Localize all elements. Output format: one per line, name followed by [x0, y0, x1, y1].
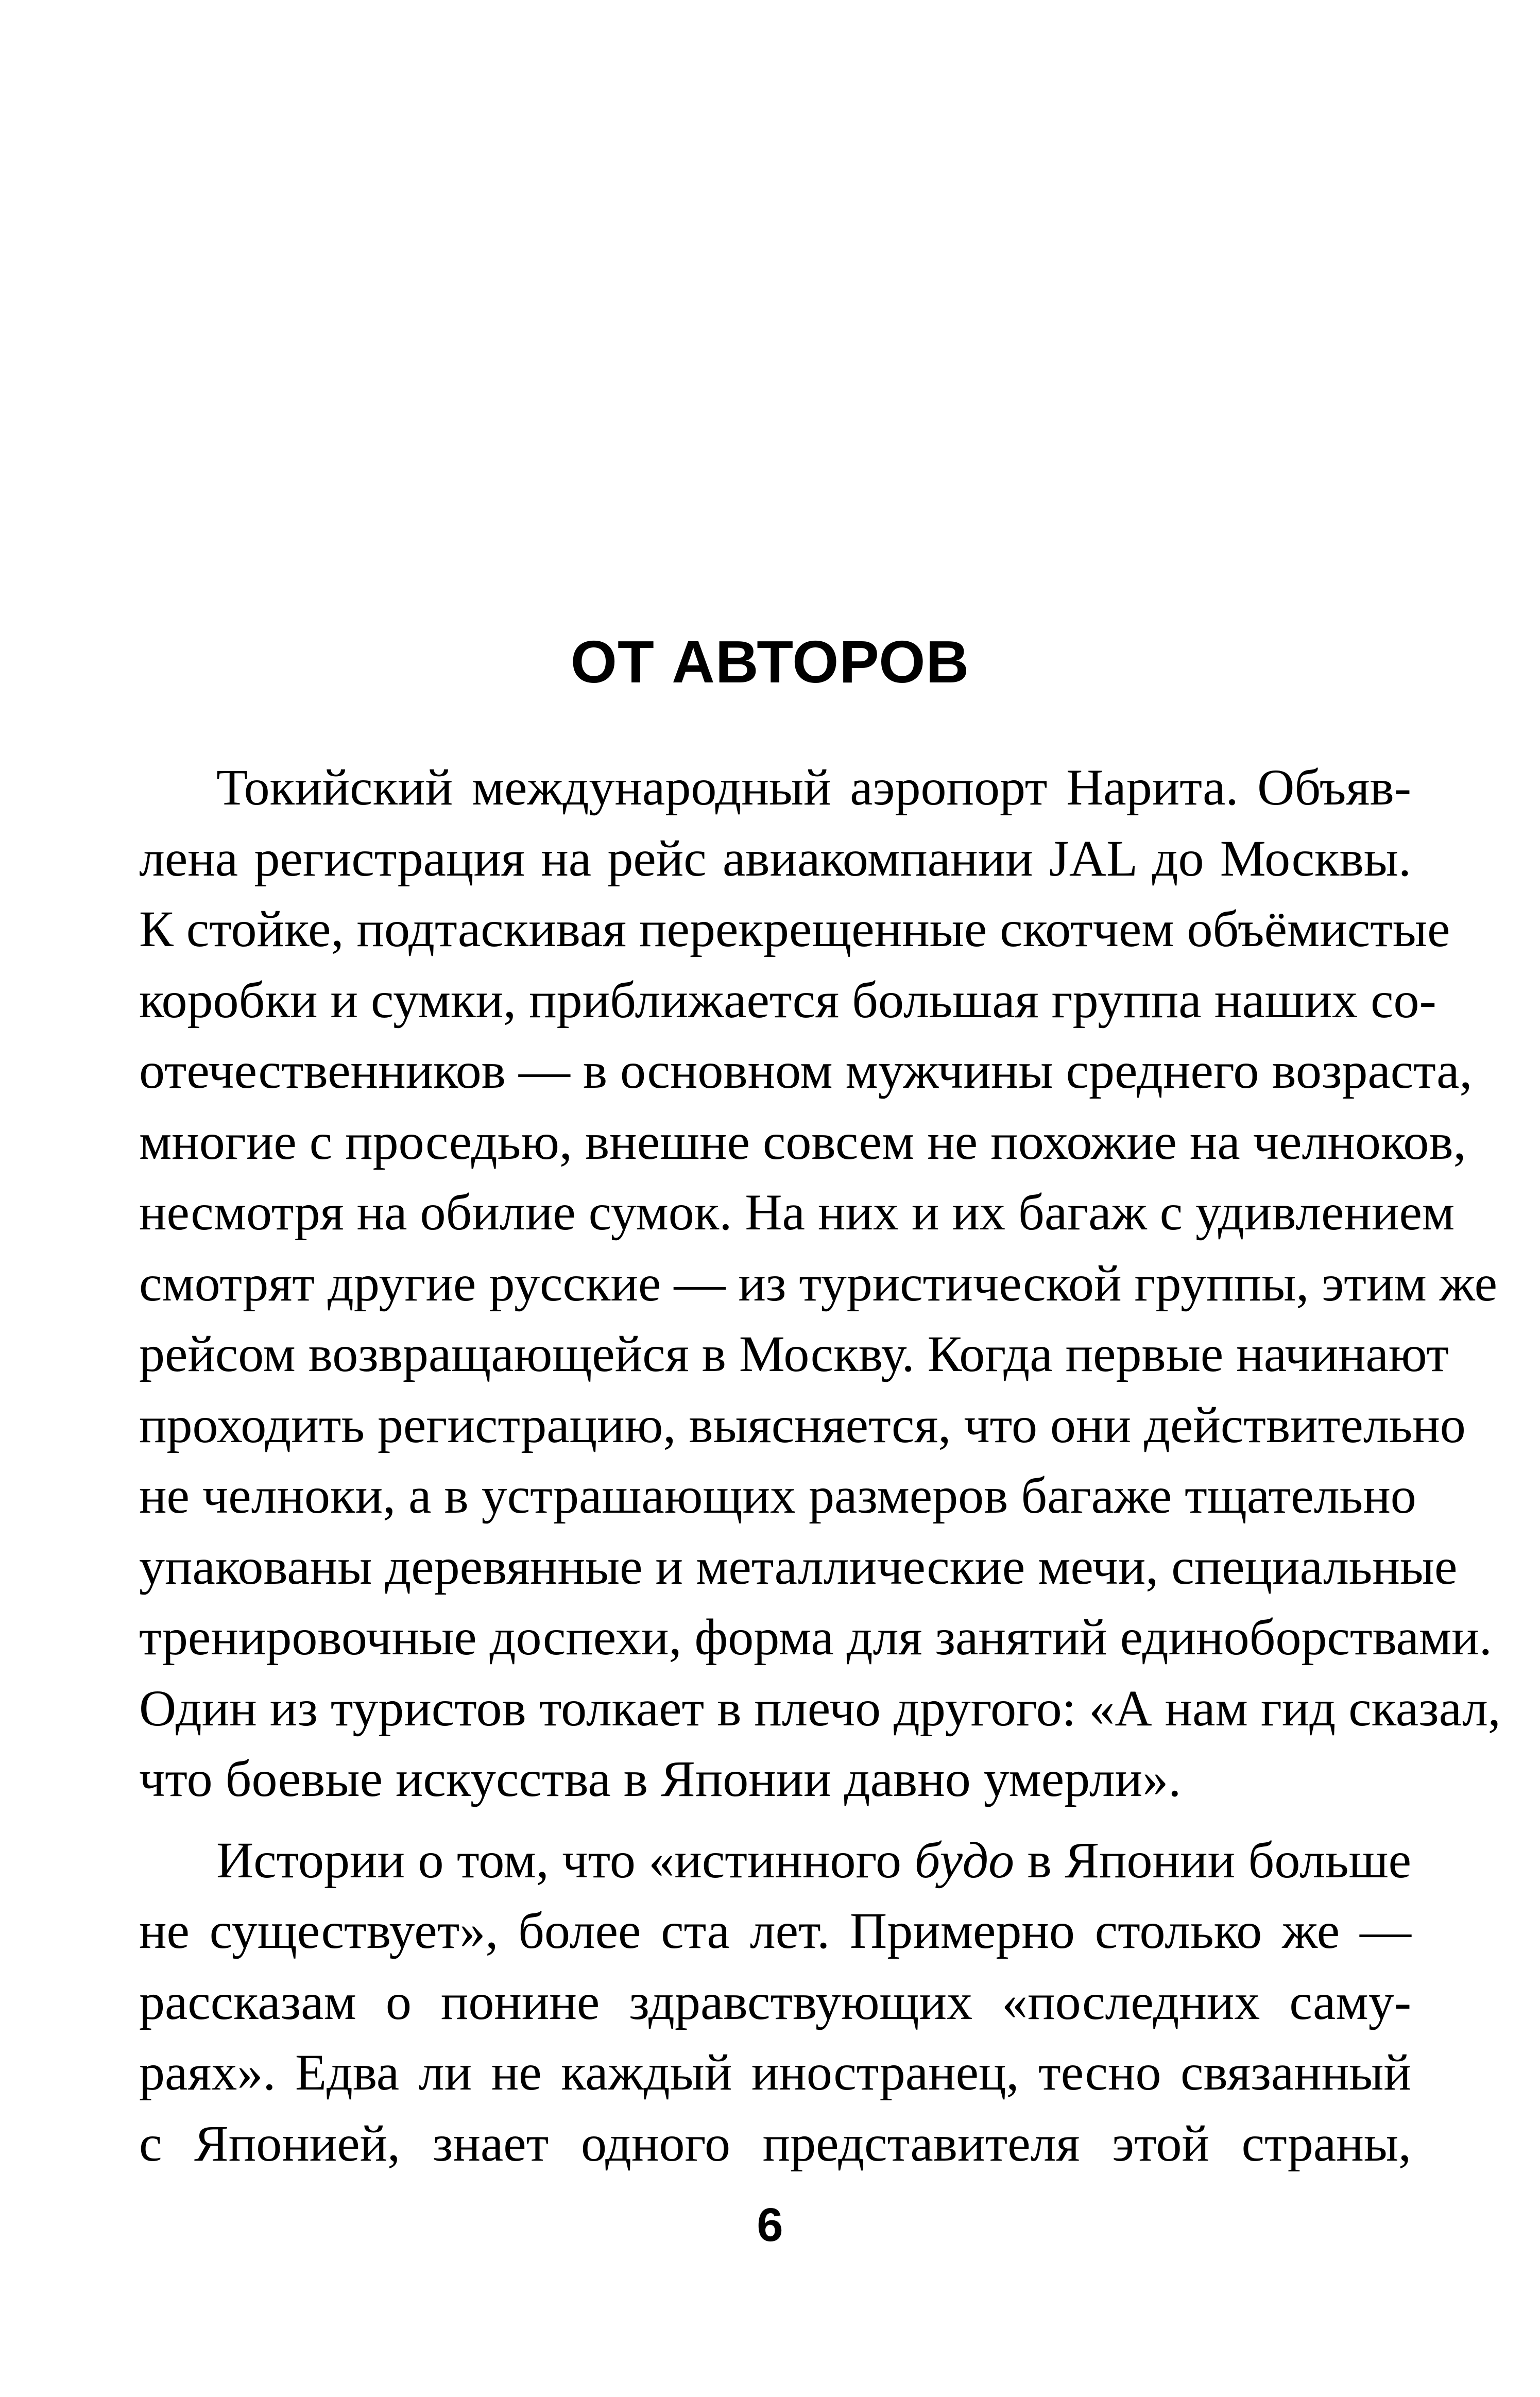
text-line: рейсом возвращающейся в Москву. Когда первые начинают: [139, 1325, 1449, 1382]
text-line: проходить регистрацию, выясняется, что они действительно: [139, 1396, 1466, 1453]
text-line: смотрят другие русские — из туристической группы, этим же: [139, 1254, 1497, 1312]
text-line: рассказам о понине здравствующих «последних саму-: [139, 1973, 1411, 2030]
text-line: лена регистрация на рейс авиакомпании JAL до Москвы.: [139, 829, 1411, 887]
text-segment: в Японии больше: [1014, 1831, 1412, 1889]
body-text: [139, 752, 1501, 2179]
text-line: упакованы деревянные и металлические мечи, специальные: [139, 1537, 1458, 1595]
chapter-heading: ОТ АВТОРОВ: [570, 628, 970, 695]
text-line: К стойке, подтаскивая перекрещенные скотчем объёмистые: [139, 900, 1450, 957]
text-line: тренировочные доспехи, форма для занятий единоборствами.: [139, 1608, 1492, 1666]
text-line: не существует», более ста лет. Примерно столько же —: [139, 1902, 1411, 1959]
paragraph-spacer: [139, 1814, 1411, 1825]
text-line: многие с проседью, внешне совсем не похожие на челноков,: [139, 1112, 1466, 1170]
text-line: коробки и сумки, приближается большая группа наших со-: [139, 971, 1436, 1029]
text-line: [139, 1825, 1411, 1896]
text-line: несмотря на обилие сумок. На них и их багаж с удивлением: [139, 1184, 1455, 1241]
text-segment: Истории о том, что «истинного: [216, 1831, 915, 1889]
text-line: Токийский международный аэропорт Нарита. Объяв-: [216, 759, 1411, 816]
text-line: раях». Едва ли не каждый иностранец, тесно связанный: [139, 2044, 1411, 2101]
text-line: Один из туристов толкает в плечо другого: «А нам гид сказал,: [139, 1679, 1501, 1737]
text-line: с Японией, знает одного представителя этой страны,: [139, 2114, 1411, 2172]
text-line: не челноки, а в устрашающих размеров багаже тщательно: [139, 1467, 1416, 1524]
page-number: 6: [757, 2199, 783, 2251]
text-line: отечественников — в основном мужчины среднего возраста,: [139, 1042, 1473, 1099]
italic-term: будо: [914, 1831, 1015, 1889]
text-line: что боевые искусства в Японии давно умерли».: [139, 1750, 1182, 1807]
